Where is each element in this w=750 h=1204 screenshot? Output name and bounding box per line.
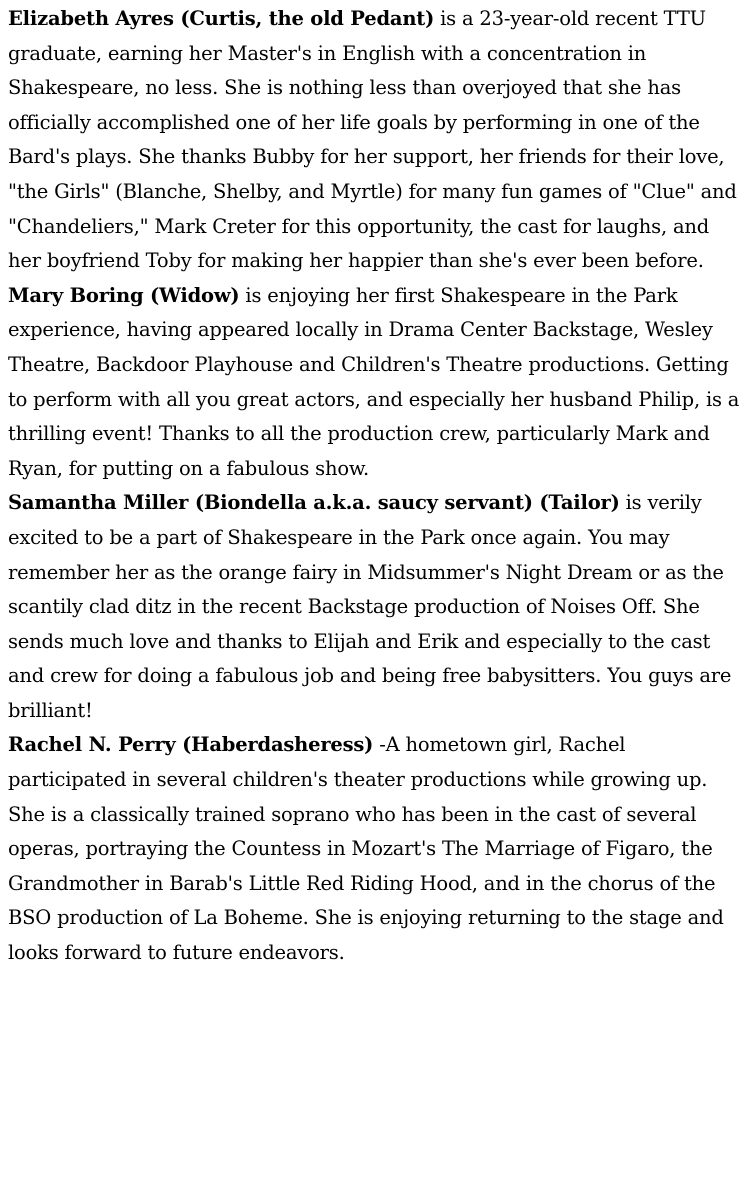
bio-text: -A hometown girl, Rachel participated in several children's theater productions while growing up. She is a classically trained soprano who has been in the cast of several operas, portraying the Countess in Mozart's The Marriage of Figaro, the Grandmother in Barab's Little Red Riding Hood, and in the chorus of the BSO production of La Boheme. She is enjoying returning to the stage and looks forward to future endeavors. [8,733,724,965]
bio-name: Samantha Miller (Biondella a.k.a. saucy servant) (Tailor) [8,491,620,515]
bio-samantha-miller [8,486,744,728]
bio-mary-boring [8,279,744,487]
bio-name: Mary Boring (Widow) [8,283,240,307]
bio-elizabeth-ayres [8,2,744,279]
bio-text: is a 23-year-old recent TTU graduate, earning her Master's in English with a concentration in Shakespeare, no less. She is nothing less than overjoyed that she has officially accomplished one of her life goals by performing in one of the Bard's plays. She thanks Bubby for her support, her friends for their love, "the Girls" (Blanche, Shelby, and Myrtle) for many fun games of "Clue" and "Chandeliers," Mark Creter for this opportunity, the cast for laughs, and her boyfriend Toby for making her happier than she's ever been before. [8,7,737,273]
bio-name: Elizabeth Ayres (Curtis, the old Pedant) [8,7,435,30]
bio-text: is verily excited to be a part of Shakespeare in the Park once again. You may remember her as the orange fairy in Midsummer's Night Dream or as the scantily clad ditz in the recent Backstage production of Noises Off. She sends much love and thanks to Elijah and Erik and especially to the cast and crew for doing a fabulous job and being free babysitters. You guys are brilliant! [8,491,732,722]
bio-text: is enjoying her first Shakespeare in the Park experience, having appeared locally in Drama Center Backstage, Wesley Theatre, Backdoor Playhouse and Children's Theatre productions. Getting to perform with all you great actors, and especially her husband Philip, is a thrilling event! Thanks to all the production crew, particularly Mark and Ryan, for putting on a fabulous show. [8,283,740,480]
bio-rachel-perry [8,728,744,970]
bio-name: Rachel N. Perry (Haberdasheress) [8,733,374,757]
program-page [8,2,744,971]
